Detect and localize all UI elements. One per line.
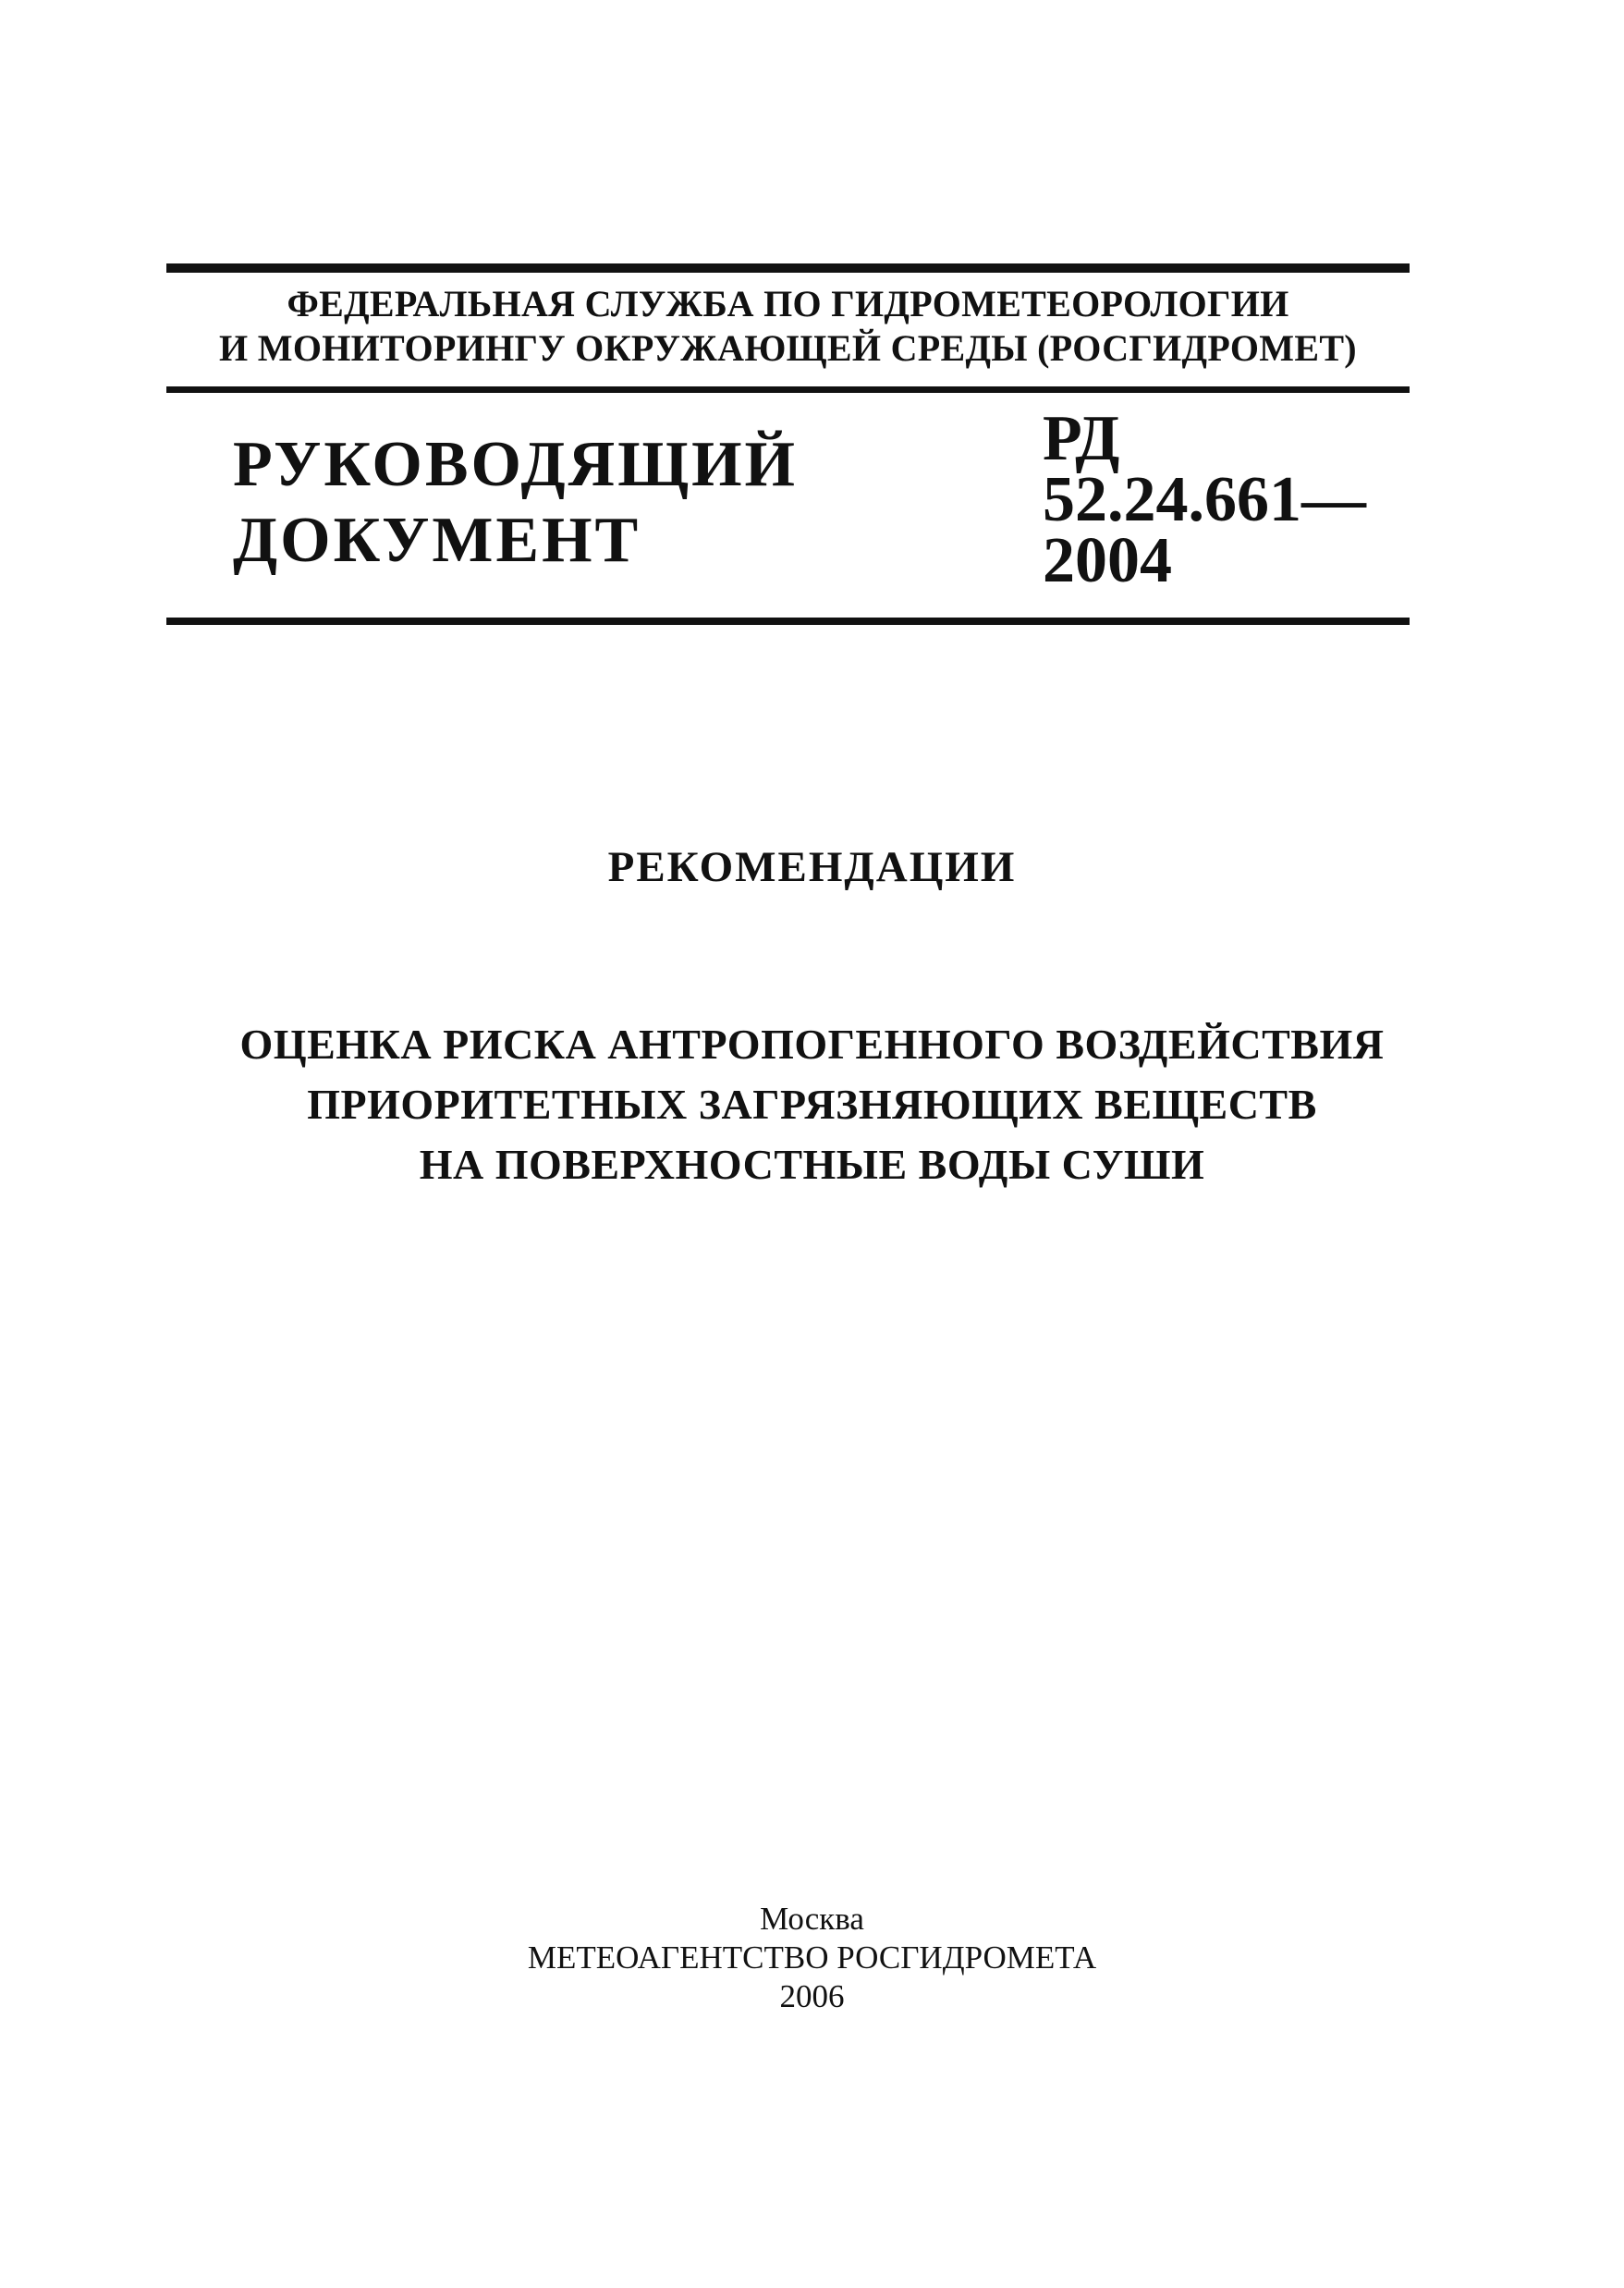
title-line-3: НА ПОВЕРХНОСТНЫЕ ВОДЫ СУШИ [419, 1141, 1205, 1188]
document-code-prefix: РД [1043, 403, 1120, 474]
imprint-year: 2006 [779, 1978, 845, 2014]
publication-imprint [0, 1900, 1624, 2016]
agency-line-1: ФЕДЕРАЛЬНАЯ СЛУЖБА ПО ГИДРОМЕТЕОРОЛОГИИ [287, 283, 1289, 324]
document-type-line-2: ДОКУМЕНТ [233, 505, 641, 576]
imprint-city: Москва [760, 1901, 864, 1937]
top-divider-rule [166, 263, 1410, 273]
document-code [1043, 403, 1366, 596]
document-code-year: 2004 [1043, 525, 1172, 596]
middle-divider-rule [166, 386, 1410, 393]
document-genre: РЕКОМЕНДАЦИИ [607, 843, 1017, 891]
agency-line-2: И МОНИТОРИНГУ ОКРУЖАЮЩЕЙ СРЕДЫ (РОСГИДРОМЕТ) [219, 327, 1357, 369]
document-type [233, 427, 798, 579]
title-line-2: ПРИОРИТЕТНЫХ ЗАГРЯЗНЯЮЩИХ ВЕЩЕСТВ [307, 1081, 1317, 1128]
document-title [0, 1014, 1624, 1194]
agency-header [166, 282, 1410, 371]
title-line-1: ОЦЕНКА РИСКА АНТРОПОГЕННОГО ВОЗДЕЙСТВИЯ [239, 1021, 1385, 1068]
document-code-number: 52.24.661— [1043, 464, 1366, 535]
imprint-publisher: МЕТЕОАГЕНТСТВО РОСГИДРОМЕТА [527, 1939, 1097, 1976]
document-type-line-1: РУКОВОДЯЩИЙ [233, 429, 798, 500]
bottom-divider-rule [166, 618, 1410, 625]
